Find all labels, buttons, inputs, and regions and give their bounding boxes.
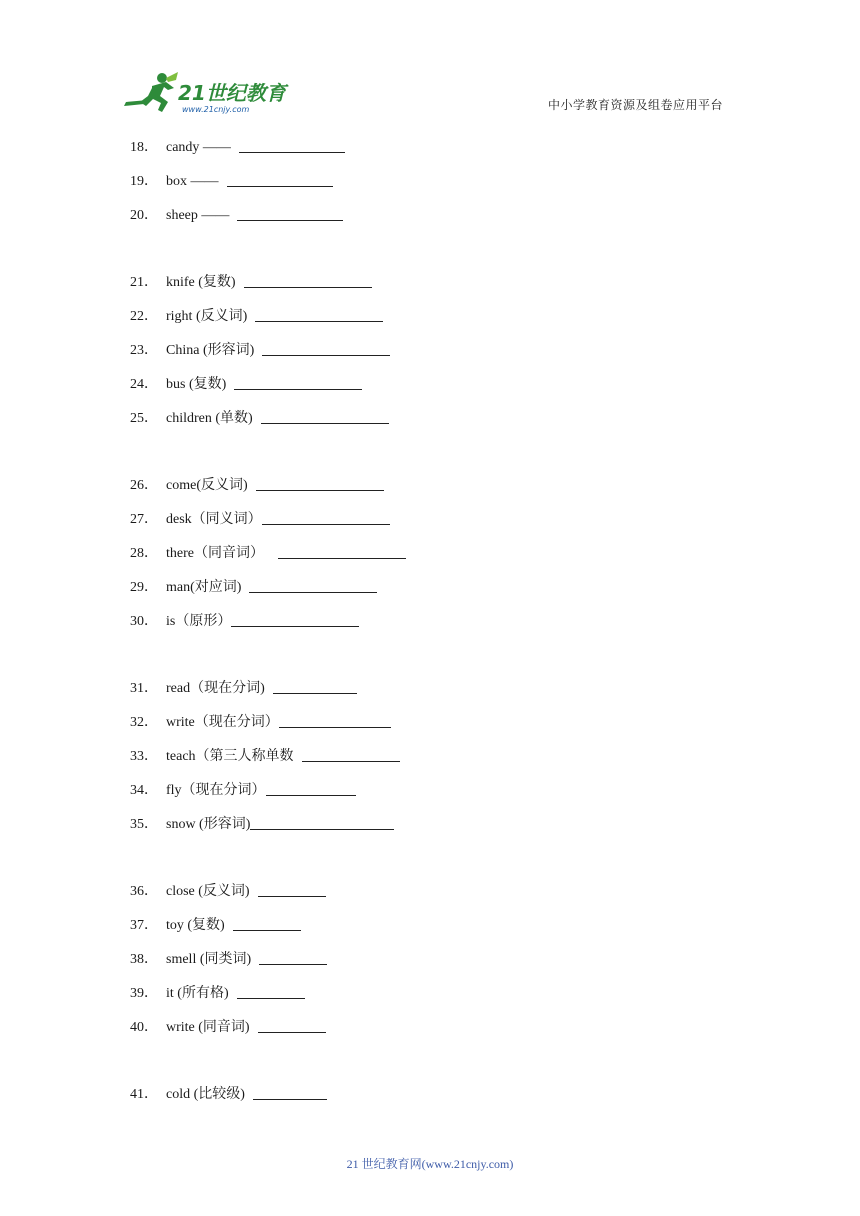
item-number: 27． [130,512,158,528]
exercise-item [130,948,730,982]
exercise-item [130,170,730,204]
answer-blank[interactable] [258,1016,326,1033]
item-prompt: China (形容词) [166,342,255,358]
exercise-group [130,880,730,1049]
item-number: 30． [130,613,158,629]
item-number: 25． [130,410,158,426]
exercise-item [130,508,730,542]
item-number: 37． [130,918,158,934]
answer-blank[interactable] [261,407,389,424]
answer-blank[interactable] [237,982,305,999]
exercise-item [130,407,730,441]
answer-blank[interactable] [250,813,394,830]
answer-blank[interactable] [262,339,390,356]
item-number: 20． [130,207,158,223]
page-header [0,0,860,130]
item-number: 26． [130,478,158,494]
runner-logo-icon [122,68,292,118]
exercise-item [130,339,730,373]
item-prompt: children (单数) [166,410,253,426]
item-prompt: is（原形） [166,613,232,629]
answer-blank[interactable] [302,745,400,762]
logo-url: www.21cnjy.com [182,105,250,114]
item-prompt: knife (复数) [166,275,236,291]
item-prompt: read（现在分词) [166,681,265,697]
site-logo[interactable] [122,68,292,118]
answer-blank[interactable] [239,136,345,153]
item-prompt: box —— [166,173,219,189]
exercise-item [130,305,730,339]
exercise-list [130,136,730,1117]
item-number: 21． [130,275,158,291]
answer-blank[interactable] [256,474,384,491]
exercise-item [130,982,730,1016]
answer-blank[interactable] [237,204,343,221]
page-footer [0,1155,860,1172]
item-prompt: sheep —— [166,207,230,223]
item-prompt: fly（现在分词） [166,782,266,798]
answer-blank[interactable] [249,576,377,593]
answer-blank[interactable] [273,677,357,694]
item-prompt: right (反义词) [166,309,248,325]
answer-blank[interactable] [231,610,359,627]
exercise-item [130,914,730,948]
item-number: 35． [130,816,158,832]
item-number: 39． [130,985,158,1001]
exercise-item [130,677,730,711]
item-prompt: it (所有格) [166,985,229,1001]
answer-blank[interactable] [253,1083,327,1100]
item-number: 38． [130,951,158,967]
exercise-item [130,271,730,305]
exercise-item [130,576,730,610]
item-number: 22． [130,309,158,325]
item-number: 33． [130,748,158,764]
exercise-item [130,474,730,508]
platform-title: 中小学教育资源及组卷应用平台 [548,98,724,112]
exercise-item [130,711,730,745]
answer-blank[interactable] [266,779,356,796]
answer-blank[interactable] [279,711,391,728]
exercise-item [130,745,730,779]
item-prompt: man(对应词) [166,579,242,595]
exercise-group [130,677,730,846]
item-number: 28． [130,545,158,561]
item-number: 19． [130,173,158,189]
exercise-item [130,204,730,238]
item-number: 18． [130,140,158,155]
item-prompt: teach（第三人称单数 [166,748,294,764]
item-prompt: toy (复数) [166,918,225,934]
logo-wordmark: 21世纪教育 [178,81,286,105]
item-number: 31． [130,681,158,697]
exercise-item [130,880,730,914]
item-prompt: bus (复数) [166,376,227,392]
item-prompt: candy —— [166,140,231,155]
exercise-item [130,136,730,170]
item-number: 24． [130,376,158,392]
answer-blank[interactable] [233,914,301,931]
exercise-item [130,610,730,644]
exercise-item [130,1083,730,1117]
item-number: 32． [130,715,158,731]
exercise-group [130,1083,730,1117]
exercise-item [130,779,730,813]
item-prompt: smell (同类词) [166,951,252,967]
exercise-item [130,542,730,576]
exercise-group [130,271,730,440]
item-prompt: there（同音词） [166,545,264,561]
item-number: 23． [130,342,158,358]
answer-blank[interactable] [227,170,333,187]
item-number: 34． [130,782,158,798]
exercise-item [130,373,730,407]
item-prompt: snow (形容词) [166,816,251,832]
item-number: 41． [130,1087,158,1103]
item-prompt: come(反义词) [166,478,248,494]
answer-blank[interactable] [258,880,326,897]
answer-blank[interactable] [244,271,372,288]
item-prompt: close (反义词) [166,884,250,900]
item-prompt: desk（同义词） [166,512,262,528]
answer-blank[interactable] [255,305,383,322]
answer-blank[interactable] [262,508,390,525]
answer-blank[interactable] [259,948,327,965]
exercise-group [130,136,730,237]
answer-blank[interactable] [278,542,406,559]
footer-text[interactable]: 21 世纪教育网(www.21cnjy.com) [346,1157,514,1171]
item-prompt: write（现在分词） [166,715,279,731]
item-number: 36． [130,884,158,900]
answer-blank[interactable] [234,373,362,390]
item-number: 29． [130,579,158,595]
item-number: 40． [130,1019,158,1035]
exercise-group [130,474,730,643]
item-prompt: write (同音词) [166,1019,250,1035]
exercise-item [130,813,730,847]
exercise-item [130,1016,730,1050]
item-prompt: cold (比较级) [166,1087,245,1103]
